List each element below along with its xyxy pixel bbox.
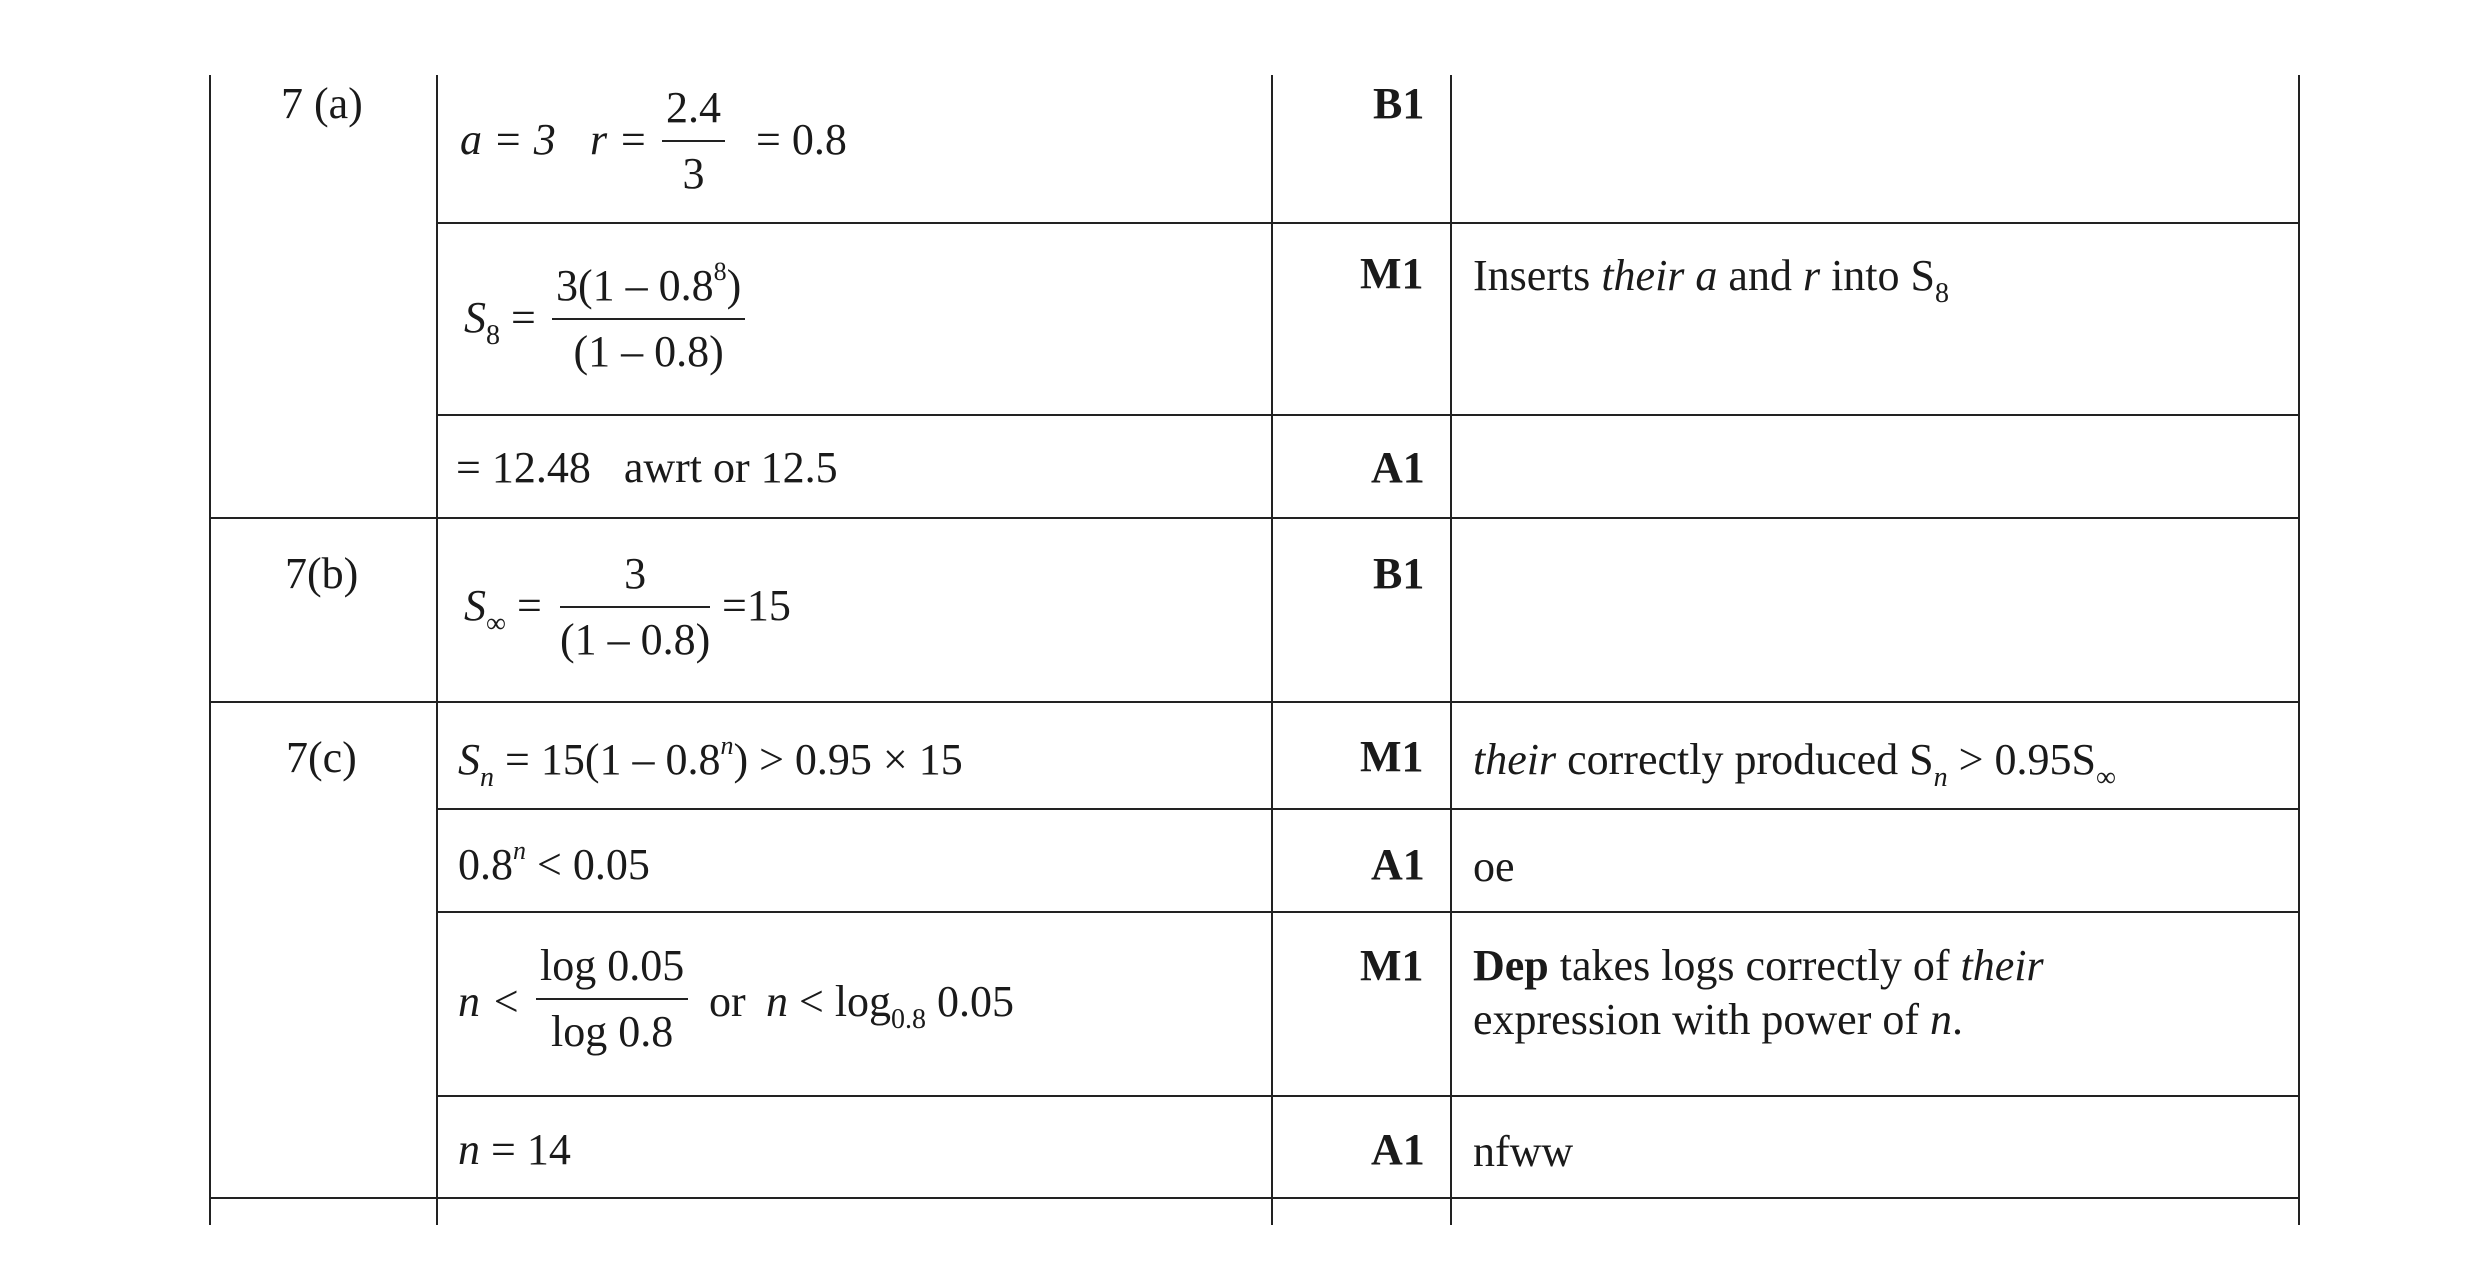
comment-7c-3-line1: Dep takes logs correctly of their xyxy=(1473,941,2044,990)
table-border-left xyxy=(209,75,211,1225)
answer-7a-line1-a xyxy=(460,115,556,164)
answer-7b-lhs: $S_\infty$ = xyxy=(464,581,542,639)
answer-7a-line1-r xyxy=(590,115,648,164)
row-divider xyxy=(436,414,2300,416)
row-divider xyxy=(209,517,2300,519)
comment-7a-2: Inserts their a and r into $S_8$ xyxy=(1473,251,1949,309)
mark-7c-1: M1 xyxy=(1360,732,1424,781)
comment-7c-2: oe xyxy=(1473,842,1515,891)
comment-7c-1: their correctly produced $S_n > 0.95S_\infty$ xyxy=(1473,735,2116,793)
row-divider xyxy=(436,808,2300,810)
fraction-numerator: 2.4 xyxy=(666,83,721,132)
fraction-sinf xyxy=(560,549,711,664)
fraction-numerator: log 0.05 xyxy=(540,941,685,990)
table-border-right xyxy=(2298,75,2300,1225)
fraction-denominator: 3 xyxy=(682,149,705,198)
table-divider-answer xyxy=(1271,75,1273,1225)
var-r: r = xyxy=(590,115,648,164)
question-label-7b: 7(b) xyxy=(285,549,359,598)
mark-7c-4: A1 xyxy=(1371,1125,1425,1174)
row-divider xyxy=(436,911,2300,913)
answer-7a-line2-lhs xyxy=(464,293,536,351)
fraction-s8 xyxy=(552,257,745,376)
fraction-r xyxy=(662,83,725,198)
answer-7c-line1: $S_n = 15(1 - 0.8^n) > 0.95 \times 15$ xyxy=(458,731,963,793)
row-divider xyxy=(209,701,2300,703)
mark-7c-2: A1 xyxy=(1371,840,1425,889)
mark-7a-2: M1 xyxy=(1360,249,1424,298)
row-divider xyxy=(436,1095,2300,1097)
row-divider xyxy=(209,1197,2300,1199)
comment-7c-3-line2: expression with power of n. xyxy=(1473,995,1964,1044)
answer-7c-line4: n = 14 xyxy=(458,1125,571,1174)
var-s: S xyxy=(464,293,486,342)
fraction-denominator: log 0.8 xyxy=(551,1007,674,1056)
subscript: 8 xyxy=(486,320,500,351)
answer-7b-result: =15 xyxy=(722,581,791,630)
answer-7c-line2: $0.8^n < 0.05$ xyxy=(458,836,650,889)
fraction-log xyxy=(536,941,688,1056)
var-a: a = 3 xyxy=(460,115,556,164)
answer-7a-line3: = 12.48 awrt or 12.5 xyxy=(456,443,838,492)
question-label-7a: 7 (a) xyxy=(281,79,363,128)
mark-7a-3: A1 xyxy=(1371,443,1425,492)
mark-7b: B1 xyxy=(1373,549,1425,598)
fraction-denominator: (1 – 0.8) xyxy=(560,615,711,664)
fraction-denominator: (1 – 0.8) xyxy=(573,327,724,376)
fraction-numerator: 3 xyxy=(624,549,647,598)
equals-sign: = xyxy=(511,293,536,342)
table-divider-question xyxy=(436,75,438,1225)
fraction-numerator: $3(1 - 0.8^8)$ xyxy=(556,257,742,310)
answer-7c-line3-alt: $n < \log_{0.8} 0.05$ xyxy=(766,977,1015,1035)
row-divider xyxy=(436,222,2300,224)
comment-7c-4: nfww xyxy=(1473,1127,1574,1176)
answer-7c-line3-lhs: n < xyxy=(458,977,521,1026)
table-divider-mark xyxy=(1450,75,1452,1225)
mark-7a-1: B1 xyxy=(1373,79,1425,128)
answer-7a-line1-result: = 0.8 xyxy=(756,115,847,164)
mark-7c-3: M1 xyxy=(1360,941,1424,990)
question-label-7c: 7(c) xyxy=(286,733,357,782)
answer-7c-line3-or: or xyxy=(709,977,746,1026)
